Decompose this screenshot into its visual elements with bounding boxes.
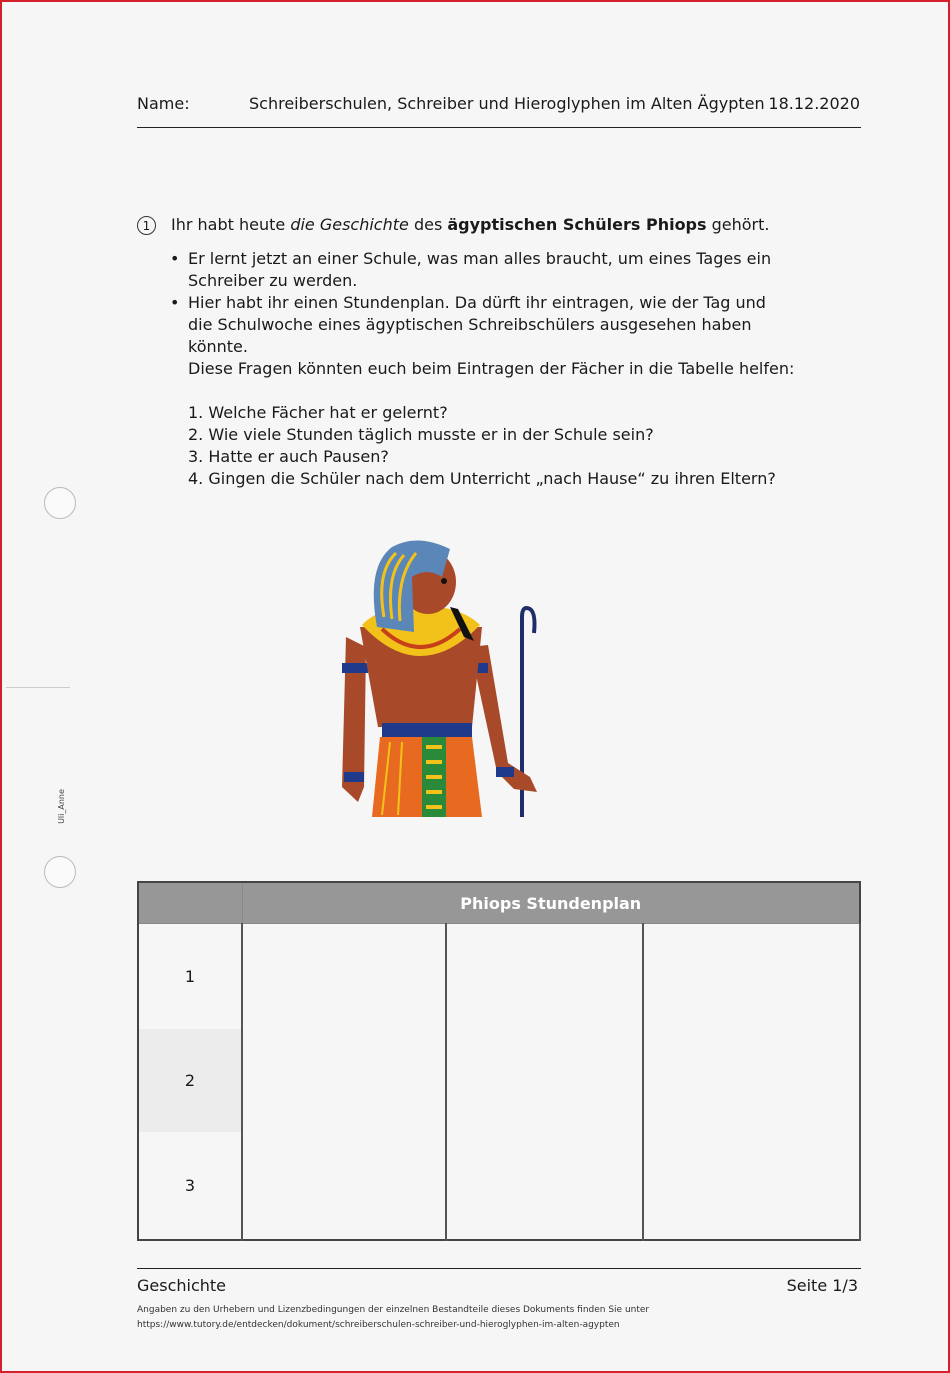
table-cell[interactable] <box>446 924 643 1030</box>
table-cell[interactable] <box>643 924 860 1030</box>
table-cell[interactable] <box>242 1029 446 1132</box>
table-row <box>138 1132 860 1240</box>
table-cell[interactable] <box>242 924 446 1030</box>
punch-hole <box>44 856 76 888</box>
intro-text-3: gehört. <box>706 215 770 234</box>
table-cell[interactable] <box>446 1029 643 1132</box>
intro-text-2: des <box>408 215 448 234</box>
question-item: 1. Welche Fächer hat er gelernt? <box>188 403 448 422</box>
egyptian-pharaoh-icon <box>332 537 552 822</box>
intro-text-1: Ihr habt heute <box>171 215 291 234</box>
license-text: Angaben zu den Urhebern und Lizenzbedingungen der einzelnen Bestandteile dieses Dokuments finden Sie unter <box>137 1305 650 1315</box>
table-corner <box>138 882 242 924</box>
name-label: Name: <box>137 94 190 113</box>
question-item: 4. Gingen die Schüler nach dem Unterricht „nach Hause“ zu ihren Eltern? <box>188 469 776 488</box>
footer-subject: Geschichte <box>137 1276 227 1295</box>
table-cell[interactable] <box>643 1029 860 1132</box>
row-number: 2 <box>138 1029 242 1132</box>
table-row <box>138 924 860 1030</box>
question-item: 2. Wie viele Stunden täglich musste er in der Schule sein? <box>188 425 654 444</box>
intro-strong: ägyptischen Schülers Phiops <box>447 215 707 234</box>
document-title: Schreiberschulen, Schreiber und Hieroglyphen im Alten Ägypten <box>249 94 765 113</box>
footer-rule <box>137 1268 861 1269</box>
table-row <box>138 1029 860 1132</box>
row-number: 3 <box>138 1132 242 1240</box>
bullet-item: • Er lernt jetzt an einer Schule, was man alles braucht, um eines Tages ein Schreiber zu werden. <box>170 248 788 292</box>
document-date: 18.12.2020 <box>768 94 860 113</box>
row-number: 1 <box>138 924 242 1030</box>
license-url[interactable]: https://www.tutory.de/entdecken/dokument/schreiberschulen-schreiber-und-hieroglyphen-im-alten-agypten <box>137 1320 620 1330</box>
bullet-item: • Hier habt ihr einen Stundenplan. Da dürft ihr eintragen, wie der Tag und die Schulwoche eines ägyptischen Schreibschülers ausgesehen haben könnte. <box>170 292 788 358</box>
questions-intro: Diese Fragen könnten euch beim Eintragen der Fächer in die Tabelle helfen: <box>188 359 795 378</box>
bullet-list <box>170 248 788 358</box>
question-item: 3. Hatte er auch Pausen? <box>188 447 389 466</box>
intro-emphasis: die Geschichte <box>290 215 409 234</box>
header-rule <box>137 127 861 128</box>
table-cell[interactable] <box>643 1132 860 1240</box>
fold-mark <box>6 687 70 688</box>
table-cell[interactable] <box>446 1132 643 1240</box>
task-number: 1 <box>137 216 156 235</box>
schedule-table <box>137 881 861 1241</box>
table-cell[interactable] <box>242 1132 446 1240</box>
punch-hole <box>44 487 76 519</box>
task-intro <box>171 215 769 234</box>
side-author: Uli_Anne <box>56 789 66 824</box>
footer-page-number: Seite 1/3 <box>786 1276 858 1295</box>
table-title: Phiops Stundenplan <box>242 882 860 924</box>
